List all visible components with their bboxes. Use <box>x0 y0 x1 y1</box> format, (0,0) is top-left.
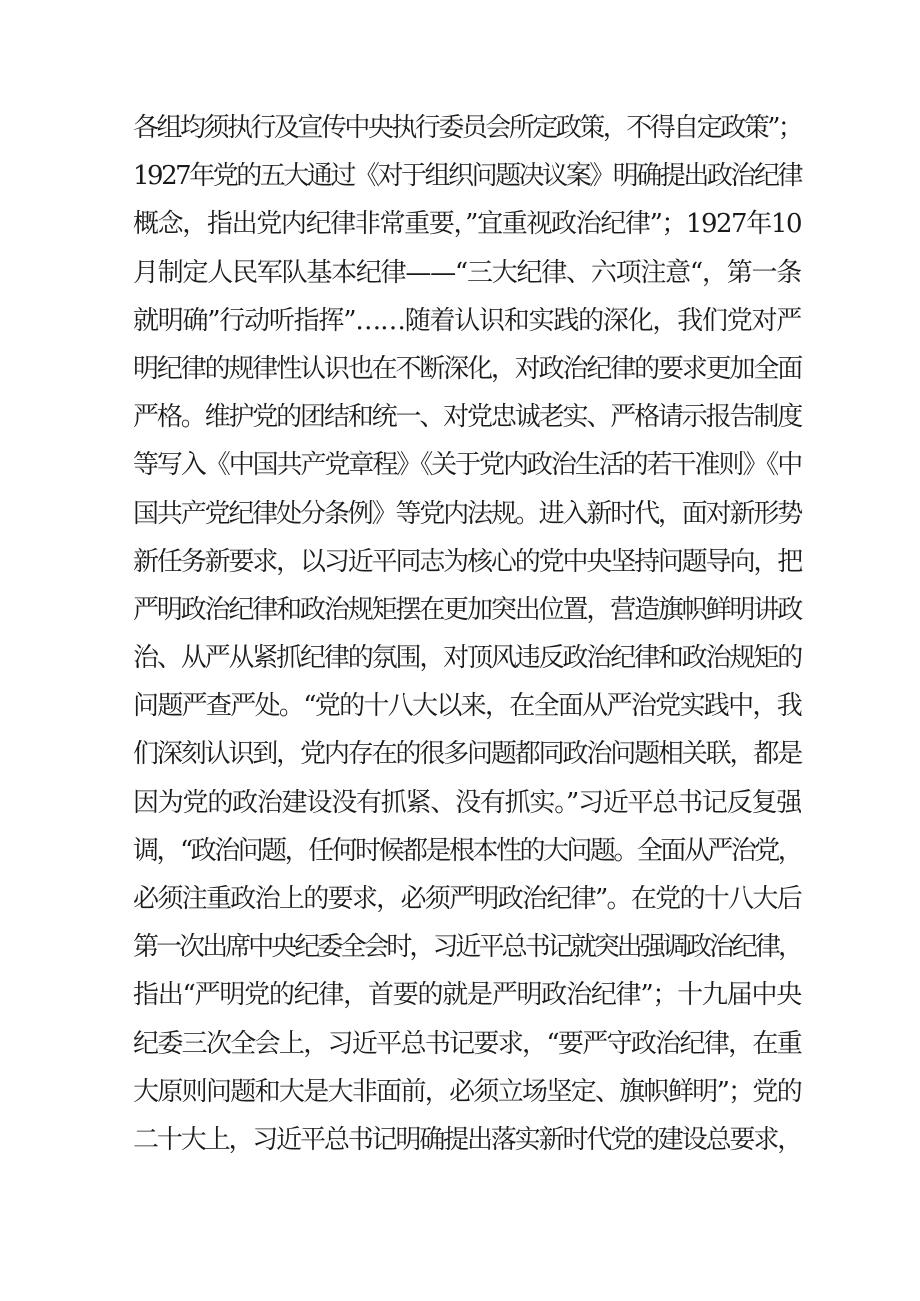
text-line: 严格。维护党的团结和统一、对党忠诚老实、严格请示报告制度 <box>133 402 801 433</box>
text-line: 必须注重政治上的要求，必须严明政治纪律”。在党的十八大后 <box>133 884 801 914</box>
text-line: 月制定人民军队基本纪律——“三大纪律、六项注意“，第一条 <box>133 257 801 288</box>
text-line: 各组均须执行及宣传中央执行委员会所定政策，不得自定政策”； <box>133 113 801 143</box>
text-line: 1927年党的五大通过《对于组织问题决议案》明确提出政治纪律 <box>133 161 801 192</box>
text-line: 新任务新要求，以习近平同志为核心的党中央坚持问题导向，把 <box>133 546 801 577</box>
text-line: 治、从严从紧抓纪律的氛围，对顶风违反政治纪律和政治规矩的 <box>133 643 801 674</box>
text-line: 因为党的政治建设没有抓紧、没有抓实。”习近平总书记反复强 <box>133 787 801 818</box>
text-line: 国共产党纪律处分条例》等党内法规。进入新时代，面对新形势 <box>133 498 801 529</box>
text-line: 等写入《中国共产党章程》《关于党内政治生活的若干准则》《中 <box>133 450 801 481</box>
text-line: 指出“严明党的纪律，首要的就是严明政治纪律”；十九届中央 <box>133 980 801 1011</box>
text-line: 们深刻认识到，党内存在的很多问题都同政治问题相关联，都是 <box>133 739 801 770</box>
text-line: 调，“政治问题，任何时候都是根本性的大问题。全面从严治党， <box>133 835 801 866</box>
text-line: 二十大上，习近平总书记明确提出落实新时代党的建设总要求， <box>133 1124 801 1155</box>
text-line: 概念，指出党内纪律非常重要，”宜重视政治纪律”；1927年10 <box>133 209 801 240</box>
text-line: 就明确”行动听指挥”……随着认识和实践的深化，我们党对严 <box>133 305 801 336</box>
text-line: 严明政治纪律和政治规矩摆在更加突出位置，营造旗帜鲜明讲政 <box>133 594 801 625</box>
text-line: 第一次出席中央纪委全会时，习近平总书记就突出强调政治纪律， <box>133 932 801 963</box>
body-text <box>133 104 801 1164</box>
text-line: 纪委三次全会上，习近平总书记要求，“要严守政治纪律，在重 <box>133 1028 801 1059</box>
text-line: 大原则问题和大是大非面前，必须立场坚定、旗帜鲜明”；党的 <box>133 1076 801 1107</box>
text-line: 明纪律的规律性认识也在不断深化，对政治纪律的要求更加全面 <box>133 353 801 384</box>
text-line: 问题严查严处。“党的十八大以来，在全面从严治党实践中，我 <box>133 691 801 722</box>
